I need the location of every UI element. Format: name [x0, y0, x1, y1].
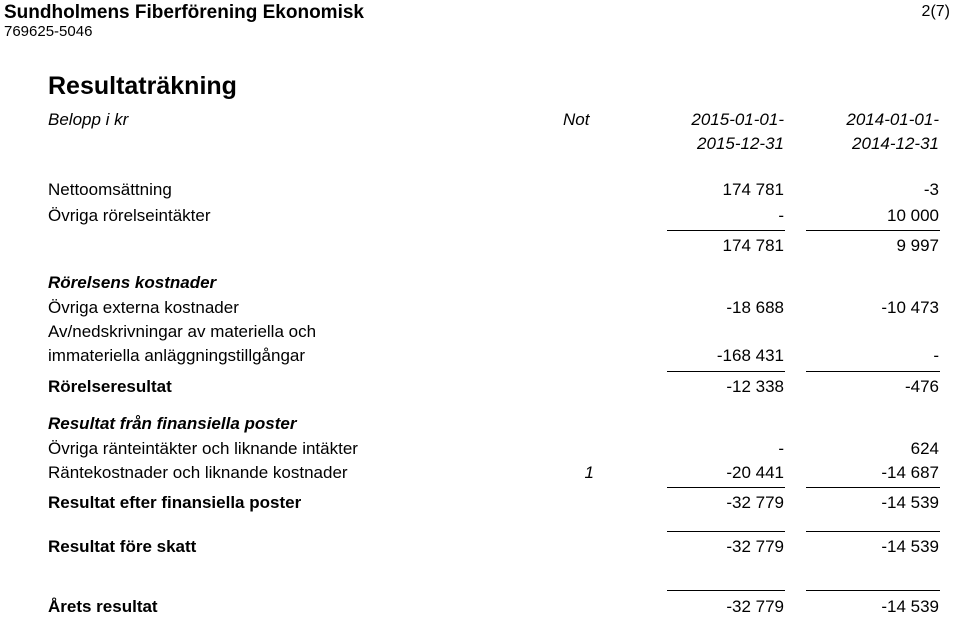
row-label-external-costs: Övriga externa kostnader: [48, 298, 239, 317]
row-current-net-result: -32 779: [726, 597, 784, 616]
sum-line: [667, 230, 785, 231]
row-current-operating-result: -12 338: [726, 377, 784, 396]
row-current-result-after-financial: -32 779: [726, 493, 784, 512]
sum-line: [806, 371, 940, 372]
row-prior-net-result: -14 539: [881, 597, 939, 616]
sum-line: [806, 230, 940, 231]
row-label-result-after-financial: Resultat efter finansiella poster: [48, 493, 302, 512]
row-label-other-operating-income: Övriga rörelseintäkter: [48, 206, 211, 225]
column-header-note: Not: [563, 110, 590, 129]
row-current-external-costs: -18 688: [726, 298, 784, 317]
row-prior-revenue-subtotal: 9 997: [896, 236, 939, 255]
column-header-current-line2: 2015-12-31: [697, 134, 784, 153]
org-number: 769625-5046: [4, 23, 93, 40]
company-name: Sundholmens Fiberförening Ekonomisk: [4, 2, 364, 23]
row-label-interest-income: Övriga ränteintäkter och liknande intäkter: [48, 439, 358, 458]
column-header-prior-line2: 2014-12-31: [852, 134, 939, 153]
row-current-result-before-tax: -32 779: [726, 537, 784, 556]
sum-line: [667, 590, 785, 591]
sum-line: [667, 371, 785, 372]
column-header-label: Belopp i kr: [48, 110, 129, 129]
row-label-depreciation-line1: Av/nedskrivningar av materiella och: [48, 322, 317, 341]
row-prior-result-before-tax: -14 539: [881, 537, 939, 556]
row-label-interest-expenses: Räntekostnader och liknande kostnader: [48, 463, 348, 482]
row-label-depreciation-line2: immateriella anläggningstillgångar: [48, 346, 306, 365]
statement-title: Resultaträkning: [48, 72, 237, 100]
page-number: 2(7): [921, 3, 950, 20]
row-current-depreciation: -168 431: [716, 346, 784, 365]
sum-line: [806, 531, 940, 532]
row-prior-result-after-financial: -14 539: [881, 493, 939, 512]
section-heading-operating-costs: Rörelsens kostnader: [48, 273, 217, 292]
row-current-other-operating-income: -: [778, 206, 784, 225]
row-current-interest-expenses: -20 441: [726, 463, 784, 482]
row-label-operating-result: Rörelseresultat: [48, 377, 172, 396]
sum-line: [806, 487, 940, 488]
row-prior-interest-expenses: -14 687: [881, 463, 939, 482]
sum-line: [667, 487, 785, 488]
sum-line: [667, 531, 785, 532]
row-prior-other-operating-income: 10 000: [887, 206, 939, 225]
row-current-revenue-subtotal: 174 781: [722, 236, 784, 255]
section-heading-financial-items: Resultat från finansiella poster: [48, 414, 297, 433]
row-current-net-sales: 174 781: [722, 180, 784, 199]
row-current-interest-income: -: [778, 439, 784, 458]
column-header-prior-line1: 2014-01-01-: [846, 110, 939, 129]
row-prior-depreciation: -: [933, 346, 939, 365]
row-prior-net-sales: -3: [923, 180, 939, 199]
row-prior-external-costs: -10 473: [881, 298, 939, 317]
column-header-current-line1: 2015-01-01-: [691, 110, 784, 129]
note-reference: 1: [584, 463, 594, 482]
row-prior-interest-income: 624: [910, 439, 939, 458]
row-label-result-before-tax: Resultat före skatt: [48, 537, 197, 556]
sum-line: [806, 590, 940, 591]
row-label-net-sales: Nettoomsättning: [48, 180, 172, 199]
row-prior-operating-result: -476: [904, 377, 939, 396]
row-label-net-result: Årets resultat: [48, 597, 158, 616]
